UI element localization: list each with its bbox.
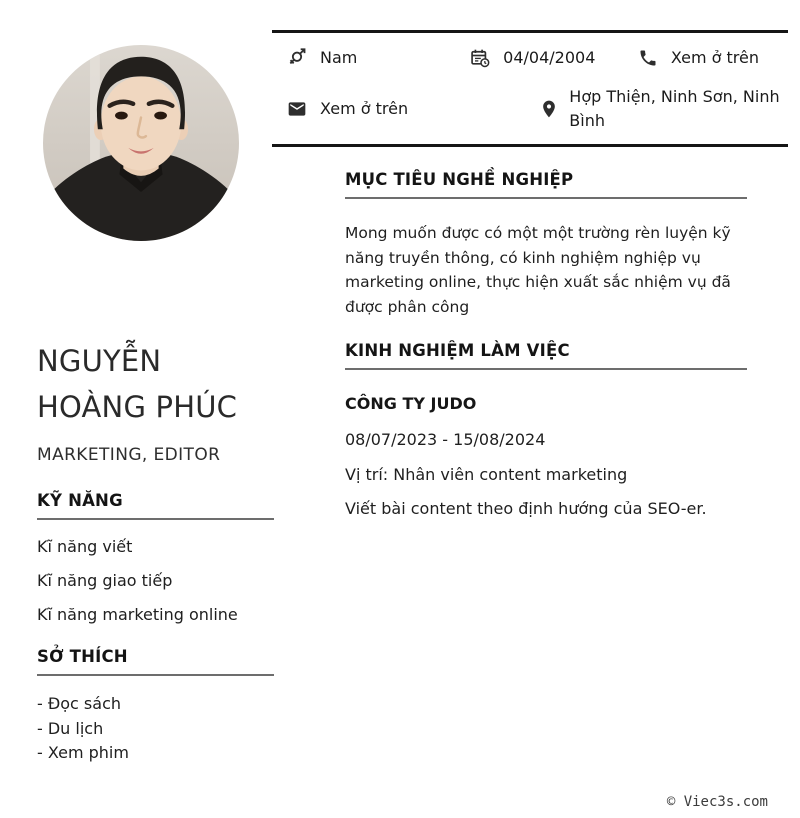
right-column: [345, 170, 747, 518]
address-value: Hợp Thiện, Ninh Sơn, Ninh Bình: [569, 87, 780, 130]
email-icon: [287, 99, 307, 119]
experience-description: Viết bài content theo định hướng của SEO-er.: [345, 499, 707, 518]
gender-item: [272, 46, 455, 70]
experience-section: [345, 341, 747, 518]
birthdate-value: 04/04/2004: [503, 48, 596, 67]
candidate-name: NGUYỄN HOÀNG PHÚC: [37, 344, 238, 424]
phone-icon: [638, 48, 658, 68]
skills-section: [37, 491, 274, 625]
skills-list: [37, 537, 274, 625]
skill-item: Kĩ năng giao tiếp: [37, 571, 173, 590]
experience-company: CÔNG TY JUDO: [345, 394, 477, 413]
location-icon: [539, 99, 559, 119]
skill-item: Kĩ năng marketing online: [37, 605, 238, 624]
profile-photo-illustration: [43, 45, 239, 241]
left-column: [37, 338, 274, 766]
objective-text: Mong muốn được có một một trường rèn luyện kỹ năng truyền thông, có kinh nghiệm nghiệp vụ marketing online, thực hiện xuất sắc nhiệm vụ đã được phân công: [345, 224, 731, 316]
address-item: [539, 85, 788, 133]
contact-header: [272, 30, 788, 147]
hobbies-section: [37, 647, 274, 766]
objective-section: [345, 170, 747, 319]
email-value: Xem ở trên: [320, 99, 409, 118]
skills-title: KỸ NĂNG: [37, 491, 274, 520]
birthdate-item: [455, 46, 623, 70]
experience-title: KINH NGHIỆM LÀM VIỆC: [345, 341, 747, 370]
phone-item: [623, 46, 788, 70]
contact-row-1: [272, 46, 788, 70]
phone-value: Xem ở trên: [670, 48, 759, 67]
email-item: [272, 97, 539, 121]
calendar-icon: [470, 48, 490, 68]
gender-value: Nam: [320, 48, 358, 67]
candidate-title: MARKETING, EDITOR: [37, 445, 221, 465]
experience-period: 08/07/2023 - 15/08/2024: [345, 430, 546, 449]
hobbies-title: SỞ THÍCH: [37, 647, 274, 676]
hobbies-list: [37, 692, 274, 766]
hobby-item: - Đọc sách: [37, 694, 122, 713]
skill-item: Kĩ năng viết: [37, 537, 133, 556]
footer-credit: © Viec3s.com: [666, 794, 768, 810]
gender-icon: [287, 48, 307, 68]
contact-row-2: [272, 85, 788, 133]
hobby-item: - Xem phim: [37, 743, 129, 762]
experience-position: Vị trí: Nhân viên content marketing: [345, 465, 628, 484]
profile-photo: [43, 45, 239, 241]
objective-title: MỤC TIÊU NGHỀ NGHIỆP: [345, 170, 747, 199]
hobby-item: - Du lịch: [37, 718, 104, 738]
